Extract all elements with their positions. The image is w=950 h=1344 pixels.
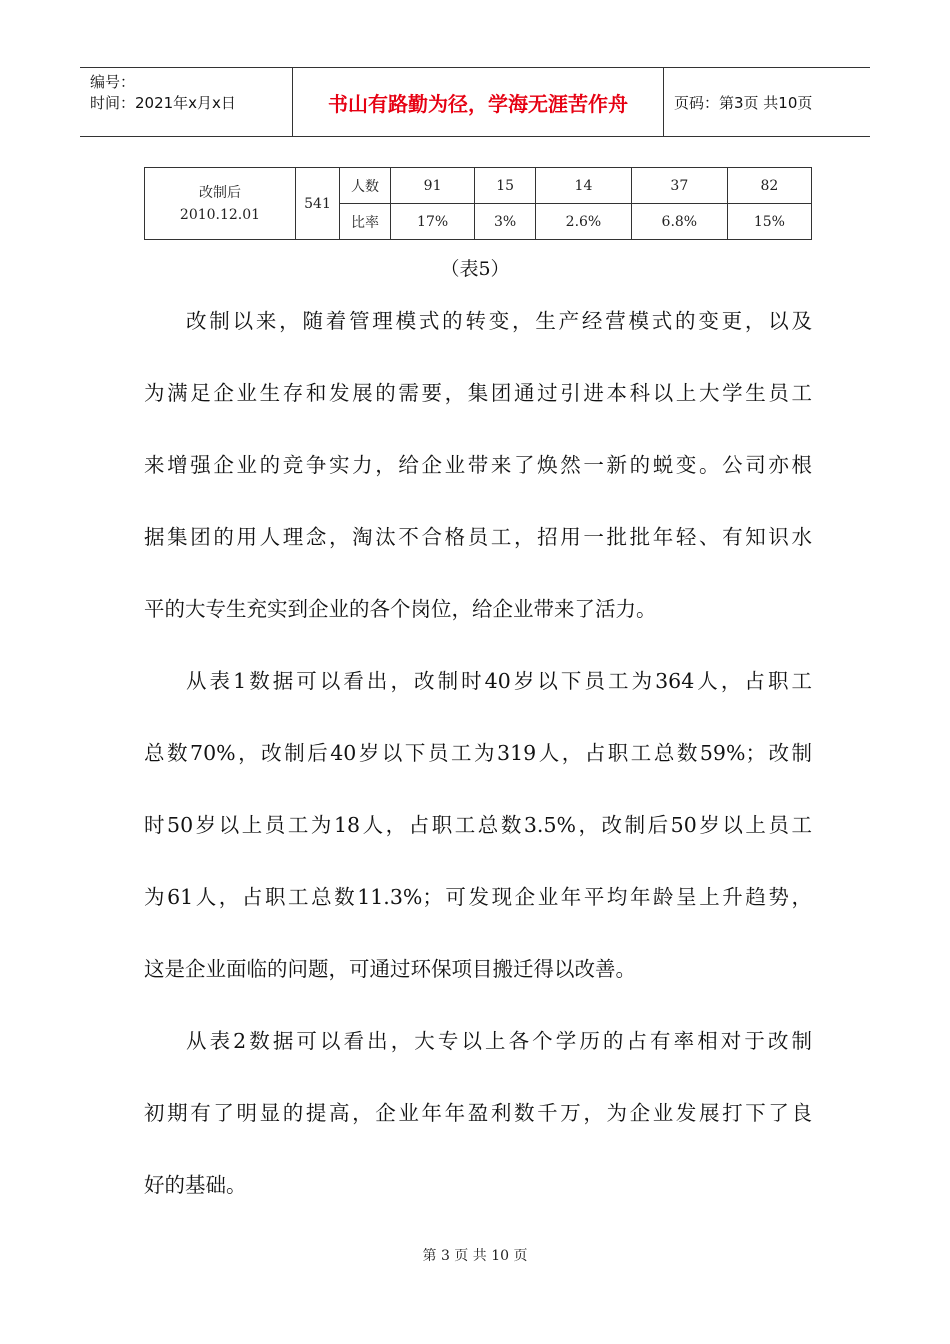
value-cell: 3% (475, 204, 536, 240)
header-page-info: 页码：第3页 共10页 (674, 93, 813, 112)
text-line: 改制以来，随着管理模式的转变，生产经营模式的变更，以及 (186, 309, 812, 333)
page-header (80, 67, 870, 137)
row-label-date: 2010.12.01 (179, 206, 261, 223)
text-line: 总数70%，改制后40岁以下员工为319人，占职工总数59%；改制 (144, 741, 812, 765)
body-text (144, 285, 812, 1221)
statistics-table (144, 167, 812, 240)
document-date: 时间：2021年x月x日 (90, 94, 236, 112)
text-line: 平的大专生充实到企业的各个岗位，给企业带来了活力。 (144, 597, 657, 621)
text-line: 为满足企业生存和发展的需要，集团通过引进本科以上大学生员工 (144, 381, 812, 405)
table-row (145, 168, 812, 204)
value-cell: 37 (631, 168, 727, 204)
value-cell: 82 (727, 168, 811, 204)
text-line: 初期有了明显的提高，企业年年盈利数千万，为企业发展打下了良 (144, 1101, 812, 1125)
document-number-label: 编号： (90, 73, 136, 91)
kind-cell: 人数 (340, 168, 391, 204)
value-cell: 15% (727, 204, 811, 240)
text-line: 来增强企业的竞争实力，给企业带来了焕然一新的蜕变。公司亦根 (144, 453, 812, 477)
value-cell: 6.8% (631, 204, 727, 240)
header-motto: 书山有路勤为径，学海无涯苦作舟 (293, 68, 664, 136)
kind-cell: 比率 (340, 204, 391, 240)
value-cell: 2.6% (536, 204, 632, 240)
text-line: 为61人，占职工总数11.3%；可发现企业年平均年龄呈上升趋势， (144, 885, 812, 909)
header-meta (80, 68, 293, 136)
text-line: 从表2数据可以看出，大专以上各个学历的占有率相对于改制 (186, 1029, 812, 1053)
value-cell: 17% (391, 204, 475, 240)
table-caption: （表5） (440, 258, 510, 280)
value-cell: 15 (475, 168, 536, 204)
text-line: 据集团的用人理念，淘汰不合格员工，招用一批批年轻、有知识水 (144, 525, 812, 549)
text-line: 时50岁以上员工为18人，占职工总数3.5%，改制后50岁以上员工 (144, 813, 812, 837)
text-line: 从表1数据可以看出，改制时40岁以下员工为364人，占职工 (186, 669, 812, 693)
value-cell: 91 (391, 168, 475, 204)
text-line: 好的基础。 (144, 1173, 247, 1197)
total-cell: 541 (296, 168, 340, 240)
text-line: 这是企业面临的问题，可通过环保项目搬迁得以改善。 (144, 957, 636, 981)
row-label-cell (145, 168, 296, 240)
row-label-title: 改制后 (199, 184, 241, 201)
value-cell: 14 (536, 168, 632, 204)
page-footer: 第 3 页 共 10 页 (422, 1248, 528, 1264)
